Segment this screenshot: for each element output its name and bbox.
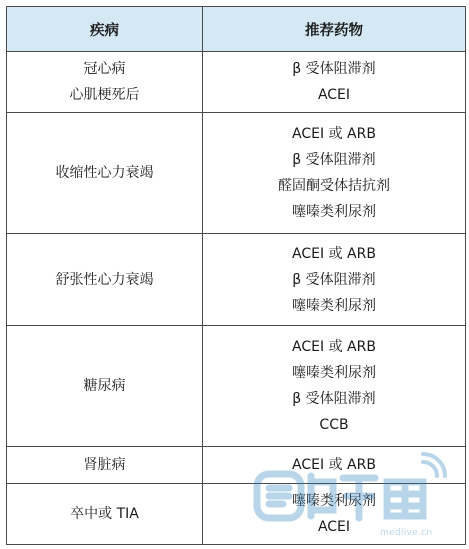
drug-line: CCB <box>319 417 349 433</box>
drug-line: β 受体阻滞剂 <box>292 152 376 168</box>
drug-line: β 受体阻滞剂 <box>292 391 376 407</box>
drug-line: ACEI 或 ARB <box>292 126 376 142</box>
drug-line: β 受体阻滞剂 <box>292 61 376 77</box>
disease-cell <box>7 447 203 484</box>
table-row <box>7 484 466 545</box>
disease-cell <box>7 52 203 113</box>
table-row <box>7 326 466 447</box>
drug-line: ACEI <box>317 519 351 535</box>
recommendation-table-container <box>6 6 465 545</box>
drugs-cell <box>203 113 466 234</box>
table-row <box>7 113 466 234</box>
drugs-cell <box>203 234 466 326</box>
disease-line: 糖尿病 <box>83 378 126 394</box>
disease-line: 冠心病 <box>83 61 126 77</box>
disease-line: 卒中或 TIA <box>70 506 139 522</box>
header-drugs: 推荐药物 <box>203 7 466 52</box>
disease-line: 心肌梗死后 <box>69 87 140 103</box>
disease-cell <box>7 113 203 234</box>
drugs-cell <box>203 52 466 113</box>
drug-line: 噻嗪类利尿剂 <box>292 365 376 381</box>
drugs-cell <box>203 326 466 447</box>
drug-line: ACEI 或 ARB <box>292 245 376 262</box>
drug-line: ACEI 或 ARB <box>292 339 376 355</box>
drug-line: ACEI <box>317 87 351 103</box>
drug-line: 噻嗪类利尿剂 <box>292 297 376 314</box>
disease-drug-table <box>6 6 466 545</box>
table-header-row <box>7 7 466 52</box>
disease-line: 肾脏病 <box>83 457 126 473</box>
disease-cell <box>7 484 203 545</box>
drug-line: β 受体阻滞剂 <box>292 271 376 288</box>
drug-line: 噻嗪类利尿剂 <box>292 493 376 509</box>
disease-line: 舒张性心力衰竭 <box>55 271 154 288</box>
drug-line: 噻嗪类利尿剂 <box>292 204 376 220</box>
table-row <box>7 234 466 326</box>
drug-line: 醛固酮受体拮抗剂 <box>278 178 390 194</box>
table-row <box>7 447 466 484</box>
disease-cell <box>7 234 203 326</box>
table-row <box>7 52 466 113</box>
disease-cell <box>7 326 203 447</box>
drugs-cell <box>203 484 466 545</box>
watermark-text: medlive.cn <box>380 528 433 538</box>
header-disease: 疾病 <box>7 7 203 52</box>
drug-line: ACEI 或 ARB <box>292 457 376 473</box>
disease-line: 收缩性心力衰竭 <box>55 165 154 181</box>
drugs-cell <box>203 447 466 484</box>
